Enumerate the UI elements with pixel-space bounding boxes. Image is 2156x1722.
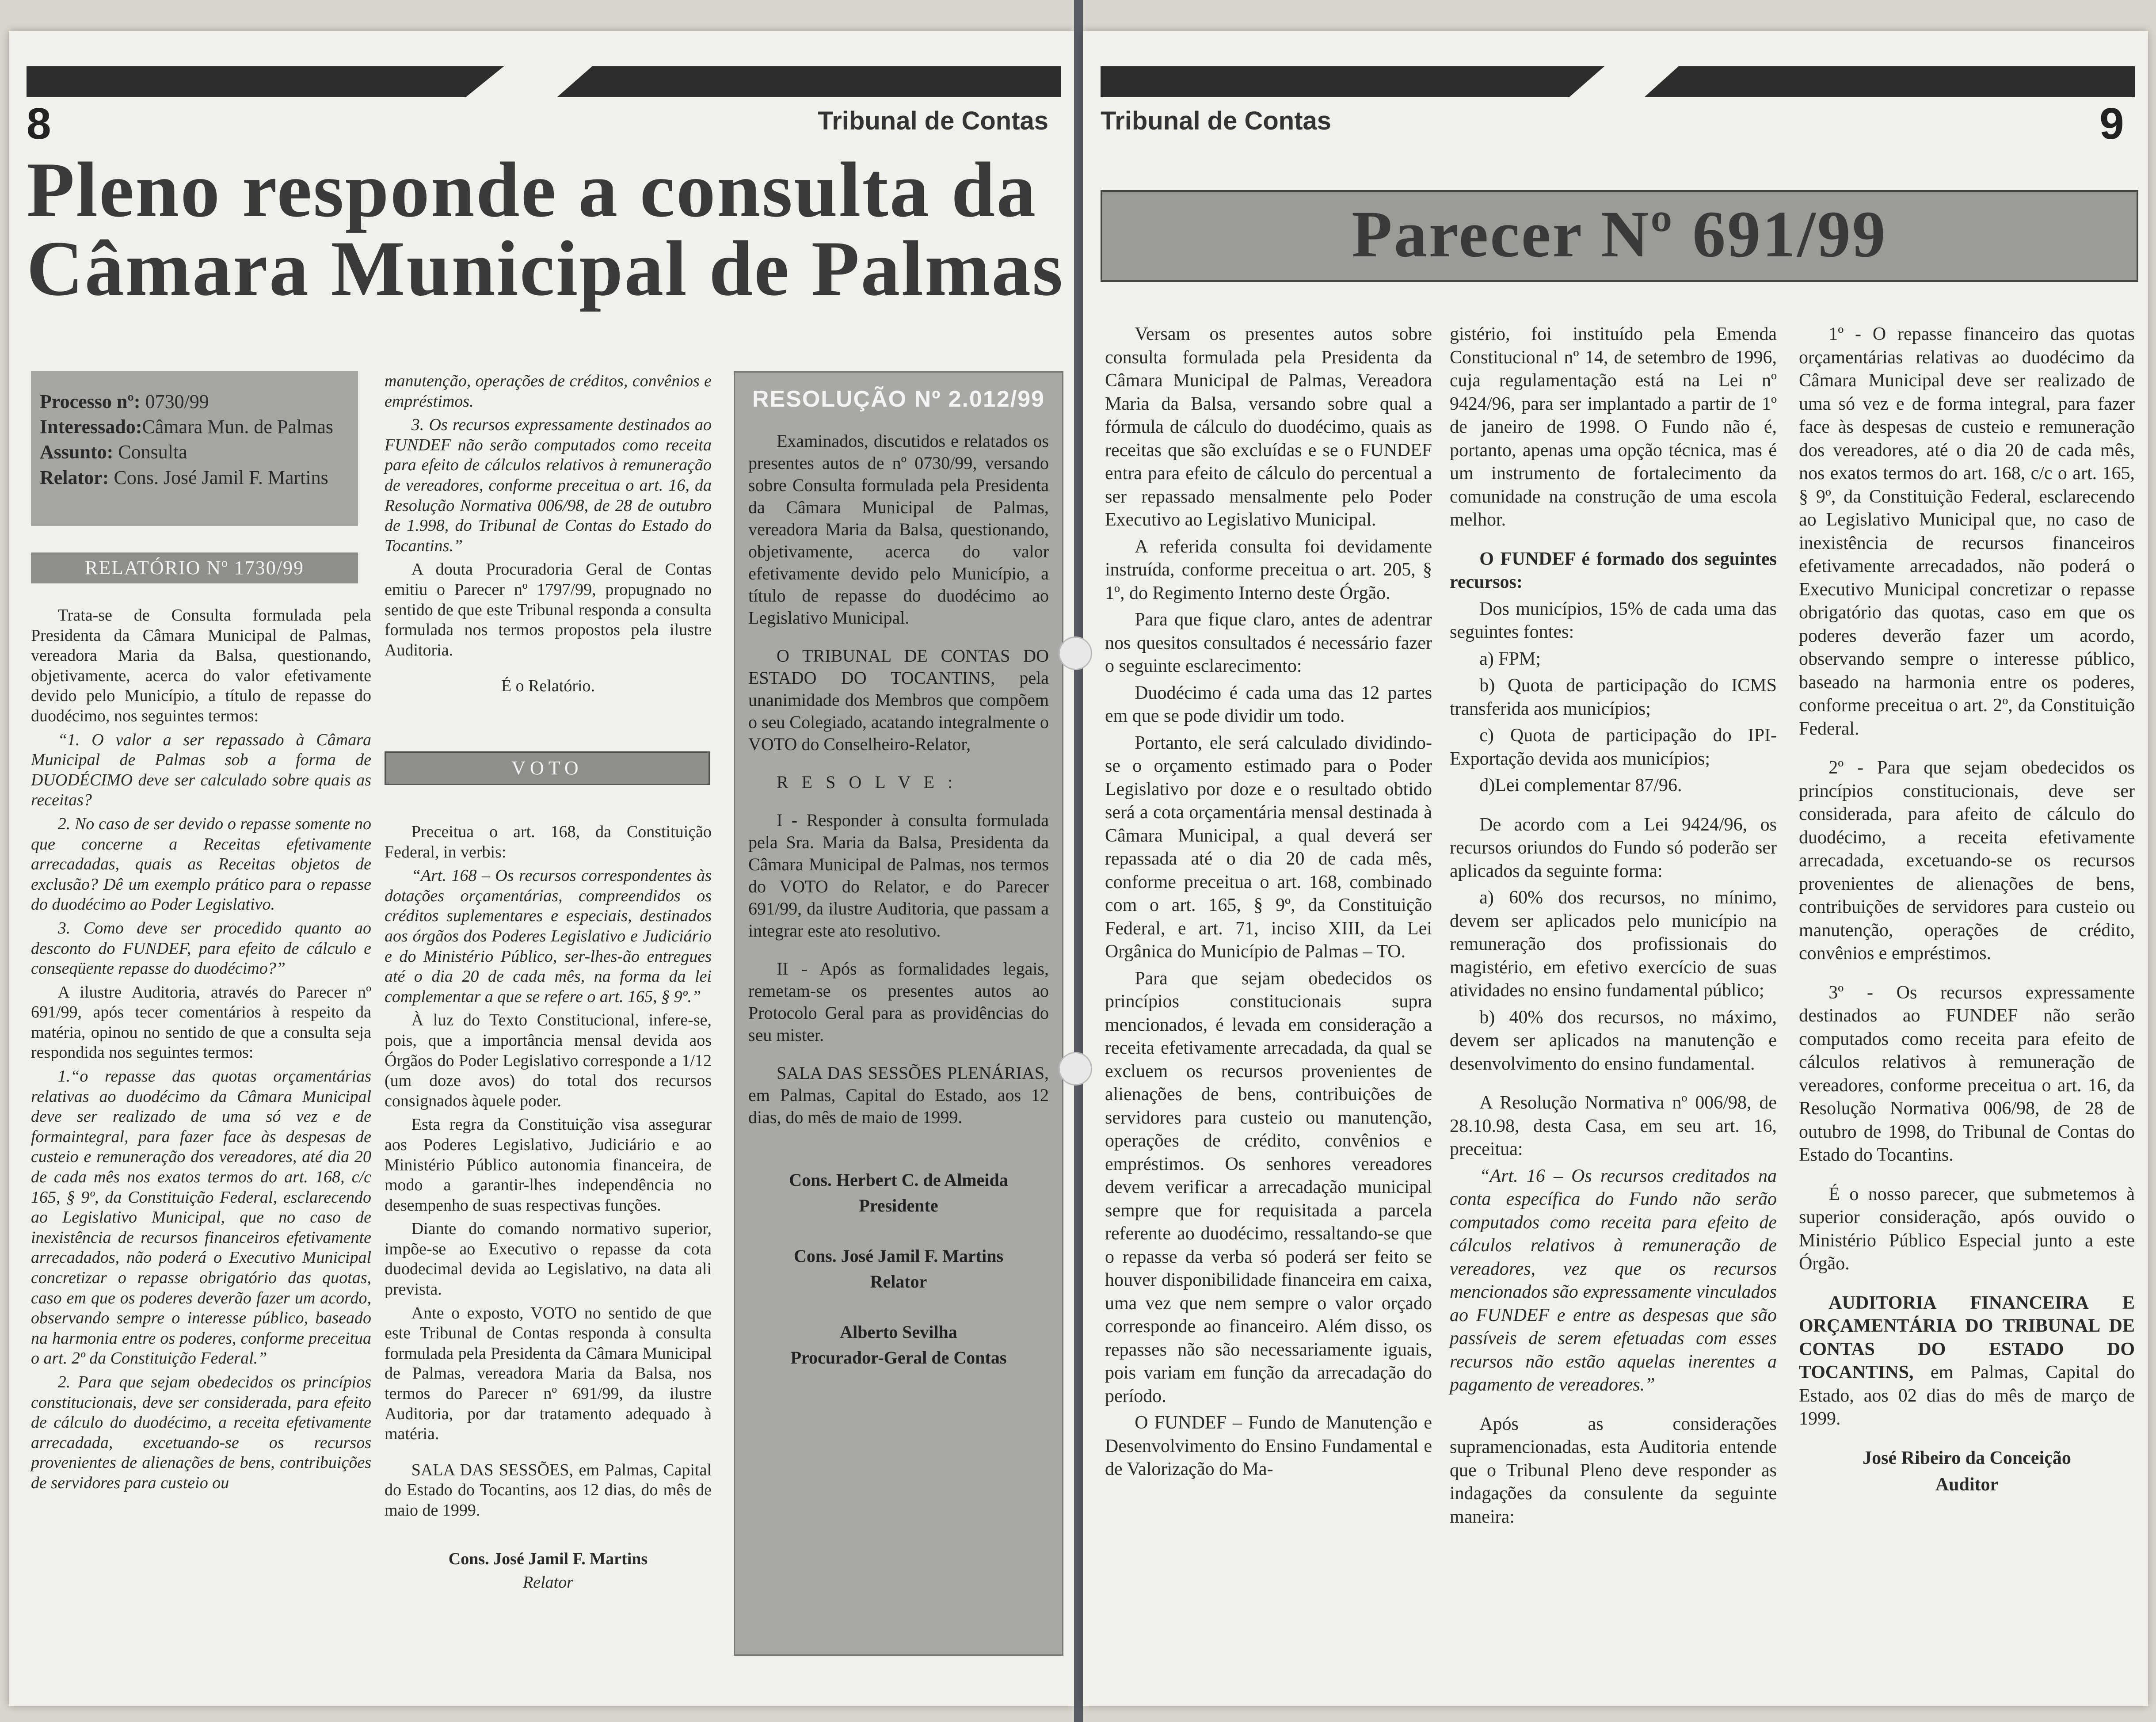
parecer-item-3: 3º - Os recursos expressamente destinados ao FUNDEF não serão computados como receita para efeito de cálculos relativos à remuneração de vereadores, conforme preceitua o art. 16, da Resolução Normativa 006/98, de 28 de outubro de 1998, do Tribunal de Contas do Estado do Tocantins. (1799, 982, 2135, 1165)
assunto-value: Consulta (118, 441, 187, 463)
parecer-art16: “Art. 16 – Os recursos creditados na conta específica do Fundo não serão computados como receita para efeito de cálculos relativos à remuneração de vereadores, vez que os recursos mencionados são expressamente vinculados ao FUNDEF e entre as despesas que são passíveis de serem efetuadas com esses recursos não estão aquelas inerentes a pagamento de vereadores.” (1450, 1166, 1777, 1395)
parecer-consideracoes: Após as considerações supramencionadas, esta Auditoria entende que o Tribunal Pleno deve responder as indagações da consulente da seguinte maneira: (1450, 1413, 1777, 1527)
page-number: 8 (27, 99, 51, 149)
parecer-resolucao: A Resolução Normativa nº 006/98, de 28.10.98, desta Casa, em seu art. 16, preceitua: (1450, 1093, 1777, 1159)
right-column-1 (1105, 323, 1432, 1485)
voto-p4: Diante do comando normativo superior, impõe-se ao Executivo o repasse da cota duodecimal devida ao Legislativo, na data ali prevista. (385, 1219, 712, 1299)
resolucao-sig3-role: Procurador-Geral de Contas (790, 1348, 1007, 1368)
relatorio-procuradoria: A douta Procuradoria Geral de Contas emitiu o Parecer nº 1797/99, propugnado no sentido de que este Tribunal responda a consulta formulada nos termos propostos pela ilustre Auditoria. (385, 560, 712, 659)
resolucao-p2: O TRIBUNAL DE CONTAS DO ESTADO DO TOCANTINS, pela unanimidade dos Membros que compõem o seu Colegiado, acatando integralmente o VOTO do Conselheiro-Relator, (748, 646, 1049, 754)
parecer-closing (1799, 1292, 2135, 1431)
parecer-p5: Portanto, ele será calculado dividindo-se o orçamento estimado para o Poder Legislativo por doze e o resultado obtido será a cota orçamentária mensal destinada à Câmara Municipal, a qual deverá ser repassada até o dia 20 de cada mês, conforme preceitua o art. 168, combinado com o art. 165, § 9º, da Constituição Federal, e art. 71, inciso XIII, da Lei Orgânica do Município de Palmas – TO. (1105, 732, 1432, 962)
resolucao-item-2: II - Após as formalidades legais, remetam-se os presentes autos ao Protocolo Geral para as providências do seu mister. (748, 959, 1049, 1045)
right-page (1083, 31, 2148, 1706)
resolucao-sig2-name: Cons. José Jamil F. Martins (793, 1246, 1004, 1266)
parecer-fonte-a: a) FPM; (1479, 648, 1541, 669)
top-bar-left-a (27, 66, 504, 97)
voto-signature-role: Relator (523, 1573, 573, 1592)
top-bar-right-a (1101, 66, 1604, 97)
relatorio-r1: 1.“o repasse das quotas orçamentárias relativas ao duodécimo da Câmara Municipal deve ser realizado de uma só vez e de formaintegral, para fazer face às despesas de custeio e remuneração dos vereadores, até dia 20 de cada mês nos exatos termos do art. 168, c/c 165, § 9º, da Constituição Federal, esclarecendo ao Legislativo Municipal, que no caso de inexistência de recursos financeiros efetivamente arrecadados, não poderá o Executivo Municipal concretizar o repasse obrigatório das quotas, caso em que os poderes deverão fazer um acordo, observando sempre o interesse público, baseado na harmonia entre os poderes, conforme preceitua o art. 2º da Constituição Federal.” (31, 1067, 371, 1368)
parecer-60: a) 60% dos recursos, no mínimo, devem ser aplicados pelo município na remuneração dos profissionais do magistério, em efetivo exercício de suas atividades no ensino fundamental público; (1450, 888, 1777, 1001)
headline-line-2: Câmara Municipal de Palmas (27, 225, 1064, 312)
processo-value: 0730/99 (145, 391, 209, 412)
masthead: Tribunal de Contas (1101, 107, 1332, 135)
parecer-signature-role: Auditor (1935, 1474, 1999, 1495)
parecer-p3: Para que fique claro, antes de adentrar nos quesitos consultados é necessário fazer o seguinte esclarecimento: (1105, 610, 1432, 676)
relatorio-q3: 3. Como deve ser procedido quanto ao desconto do FUNDEF, para efeito de cálculo e conseqüente repasse do duodécimo?” (31, 918, 371, 978)
parecer-item-2: 2º - Para que sejam obedecidos os princípios constitucionais, deve ser considerada, para afeito de cálculo do duodécimo, a receita efetivamente arrecadada, excetuando-se os recursos provenientes de alienações de bens, contribuições de servidores para custeio ou manutenção, operações de crédito, convênios e empréstimos. (1799, 758, 2135, 964)
right-column-3 (1799, 323, 2135, 1500)
relatorio-p1: Trata-se de Consulta formulada pela Presidenta da Câmara Municipal de Palmas, vereadora Maria da Balsa, questionando, objetivamente, acerca do valor efetivamente devido pelo Município, a título de repasse do duodécimo, nos seguintes termos: (31, 606, 371, 725)
voto-p3: Esta regra da Constituição visa assegurar aos Poderes Legislativo, Judiciário e ao Ministério Público autonomia financeira, de modo a garantir-lhes independência no desempenho de suas respectivas funções. (385, 1115, 712, 1215)
relatorio-r2-cont: manutenção, operações de créditos, convênios e empréstimos. (385, 372, 712, 411)
resolucao-sig1-role: Presidente (859, 1196, 938, 1215)
resolucao-box (734, 371, 1063, 1656)
parecer-fundef-heading: O FUNDEF é formado dos seguintes recursos: (1450, 549, 1777, 592)
left-column-2 (385, 371, 712, 700)
parecer-p7: O FUNDEF – Fundo de Manutenção e Desenvolvimento do Ensino Fundamental e de Valorização do Ma- (1105, 1413, 1432, 1479)
binding-hole-bottom (1059, 1052, 1092, 1086)
relatorio-title: RELATÓRIO Nº 1730/99 (31, 552, 358, 583)
binding-hole-top (1059, 636, 1092, 670)
voto-column (385, 822, 712, 1596)
resolucao-sig2-role: Relator (870, 1272, 927, 1292)
parecer-title-bar (1101, 190, 2138, 282)
parecer-p2: A referida consulta foi devidamente instruída, conforme preceitua o art. 205, § 1º, do Regimento Interno deste Órgão. (1105, 536, 1432, 603)
top-bar-right-b (1644, 66, 2135, 97)
parecer-lei: De acordo com a Lei 9424/96, os recursos oriundos do Fundo só poderão ser aplicados da seguinte forma: (1450, 814, 1777, 881)
relatorio-r3: 3. Os recursos expressamente destinados ao FUNDEF não serão computados como receita para efeito de cálculos relativos à remuneração de vereadores, conforme preceitua o art. 16, da Resolução Normativa 006/98, de 28 de outubro de 1.998, do Tribunal de Contas do Estado do Tocantins.” (385, 415, 712, 555)
parecer-closing-rest: em Palmas, Capital do Estado, aos 02 dias do mês de março de 1999. (1799, 1362, 2135, 1429)
resolucao-text (735, 430, 1062, 1369)
relatorio-q2: 2. No caso de ser devido o repasse somente no que concerne a Receitas efetivamente arrecadadas, quais as Receitas objetos de exclusão? Dê um exemplo prático para o repasse do duodécimo ao Poder Legislativo. (31, 814, 371, 914)
voto-p1: Preceitua o art. 168, da Constituição Federal, in verbis: (385, 823, 712, 861)
resolucao-sig3-name: Alberto Sevilha (840, 1322, 957, 1342)
processo-label: Processo nº: (40, 391, 141, 412)
parecer-p6: Para que sejam obedecidos os princípios constitucionais supra mencionados, é levada em consideração a receita efetivamente arrecadada, da qual se excluem os recursos provenientes de alienações de bens, contribuições de servidores para custeio ou manutenção, operações de crédito, convênios e empréstimos. Os senhores vereadores devem verificar a arrecadação municipal sempre que for requisitada a parcela referente ao duodécimo, ressaltando-se que o repasse da verba só poderá ser feito se houver disponibilidade financeira em caixa, uma vez que nem sempre o valor orçado corresponde ao financeiro. Além disso, os repasses não são necessariamente iguais, pois variam em função da arrecadação do período. (1105, 968, 1432, 1406)
resolucao-item-1: I - Responder à consulta formulada pela Sra. Maria da Balsa, Presidenta da Câmara Municipal de Palmas, nos termos do VOTO do Relator, e do Parecer 691/99, da ilustre Auditoria, que passam a integrar este ato resolutivo. (748, 810, 1049, 941)
relatorio-end: É o Relatório. (501, 677, 595, 696)
headline-line-1: Pleno responde a consulta da (27, 146, 1037, 233)
parecer-fonte-d: d)Lei complementar 87/96. (1479, 775, 1682, 796)
right-column-2 (1450, 323, 1777, 1532)
parecer-p1: Versam os presentes autos sobre consulta formulada pela Presidenta da Câmara Municipal de Palmas, Vereadora Maria da Balsa, versando sobre qual a fórmula de cálculo do duodécimo, quais as receitas que são excluídas e se o FUNDEF entra para efeito de cálculo do percentual a ser repassado mensalmente pelo Poder Executivo ao Legislativo Municipal. (1105, 324, 1432, 530)
parecer-signature-name: José Ribeiro da Conceição (1863, 1448, 2071, 1468)
parecer-closing-bold: AUDITORIA FINANCEIRA E ORÇAMENTÁRIA DO TRIBUNAL DE CONTAS DO ESTADO DO TOCANTINS, (1799, 1292, 2135, 1383)
masthead: Tribunal de Contas (818, 107, 1049, 135)
parecer-fontes: Dos municípios, 15% de cada uma das seguintes fontes: (1450, 598, 1777, 642)
voto-title: VOTO (385, 751, 710, 785)
left-column-1 (31, 606, 371, 1497)
parecer-fonte-c: c) Quota de participação do IPI-Exportação devida aos municípios; (1450, 725, 1777, 769)
binding-gutter (1074, 0, 1083, 1722)
parecer-fonte-b: b) Quota de participação do ICMS transferida aos municípios; (1450, 675, 1777, 719)
top-bar-left-b (557, 66, 1061, 97)
voto-sala: SALA DAS SESSÕES, em Palmas, Capital do Estado do Tocantins, aos 12 dias, do mês de maio de 1999. (385, 1460, 712, 1520)
relatorio-q1: “1. O valor a ser repassado à Câmara Municipal de Palmas sob a forma de DUODÉCIMO deve ser calculado sobre quais as receitas? (31, 730, 371, 810)
voto-p2: À luz do Texto Constitucional, infere-se, pois, que a importância mensal devida aos Órgãos do Poder Legislativo corresponde a 1/12 (um doze avos) do total dos recursos consignados àquele poder. (385, 1011, 712, 1110)
voto-signature-name: Cons. José Jamil F. Martins (448, 1549, 648, 1568)
left-page (9, 31, 1074, 1706)
resolucao-title: RESOLUÇÃO Nº 2.012/99 (752, 386, 1045, 412)
resolucao-sig1-name: Cons. Herbert C. de Almeida (789, 1170, 1008, 1190)
relator-value: Cons. José Jamil F. Martins (114, 466, 328, 488)
relatorio-r2: 2. Para que sejam obedecidos os princípios constitucionais, deve ser considerada, para efeito de cálculo do duodécimo, a receita efetivamente arrecadada, excetuando-se os recursos provenientes de alienações de bens, contribuições de servidores para custeio ou (31, 1372, 371, 1492)
relator-label: Relator: (40, 466, 109, 488)
parecer-p4: Duodécimo é cada uma das 12 partes em que se pode dividir um todo. (1105, 682, 1432, 726)
assunto-label: Assunto: (40, 441, 114, 463)
parecer-title: Parecer Nº 691/99 (1352, 198, 1887, 271)
interessado-value: Câmara Mun. de Palmas (142, 416, 333, 438)
page-number: 9 (2099, 99, 2124, 149)
resolucao-resolve: R E S O L V E : (777, 772, 957, 792)
parecer-40: b) 40% dos recursos, no máximo, devem ser aplicados na manutenção e desenvolvimento do ensino fundamental. (1450, 1007, 1777, 1074)
parecer-item-1: 1º - O repasse financeiro das quotas orçamentárias relativas ao duodécimo da Câmara Municipal deve ser realizado de uma só vez e de forma integral, para fazer face às despesas de custeio e remuneração dos vereadores, até o dia 20 de cada mês, nos exatos termos do art. 168, c/c o art. 165, § 9º, da Constituição Federal, esclarecendo ao Legislativo Municipal que, no caso de inexistência de recursos financeiros efetivamente arrecadados, não poderá o Executivo Municipal concretizar o repasse obrigatório das quotas, caso em que os poderes deverão fazer um acordo, observando sempre o interesse público, baseado na harmonia entre os poderes, conforme preceitua o art. 2º, da Constituição Federal. (1799, 324, 2135, 739)
resolucao-p1: Examinados, discutidos e relatados os presentes autos de nº 0730/99, versando sobre Consulta formulada pela Presidenta da Câmara Municipal de Palmas, vereadora Maria da Balsa, questionando, objetivamente, acerca do valor efetivamente devido pelo Município, a título de repasse do duodécimo ao Legislativo Municipal. (748, 431, 1049, 628)
interessado-label: Interessado: (40, 416, 142, 438)
parecer-conclusao: É o nosso parecer, que submetemos à superior consideração, após ouvido o Ministério Público Especial junto a este Órgão. (1799, 1184, 2135, 1274)
voto-p5: Ante o exposto, VOTO no sentido de que este Tribunal de Contas responda à consulta formulada pela Presidenta da Câmara Municipal de Palmas, vereadora Maria da Balsa, nos termos do Parecer nº 691/99, da ilustre Auditoria, por dar tratamento adequado à matéria. (385, 1303, 712, 1444)
relatorio-p2: A ilustre Auditoria, através do Parecer nº 691/99, após tecer comentários à respeito da matéria, opinou no sentido de que a consulta seja respondida nos seguintes termos: (31, 983, 371, 1062)
parecer-fundef-cont: gistério, foi instituído pela Emenda Constitucional nº 14, de setembro de 1996, cuja regulamentação está na Lei nº 9424/96, para ser implantado a partir de 1º de janeiro de 1998. O Fundo não é, portanto, apenas uma opção técnica, mas é um instrumento de fortalecimento da comunidade na construção de uma escola melhor. (1450, 324, 1777, 530)
voto-quote: “Art. 168 – Os recursos correspondentes às dotações orçamentárias, compreendidos os créditos suplementares e especiais, destinados aos órgãos dos Poderes Legislativo e Judiciário e do Ministério Público, ser-lhes-ão entregues até o dia 20 de cada mês, na forma da lei complementar a que se refere o art. 165, § 9º.” (385, 866, 712, 1006)
resolucao-sala: SALA DAS SESSÕES PLENÁRIAS, em Palmas, Capital do Estado, aos 12 dias, do mês de maio de 1999. (748, 1063, 1049, 1127)
headline (27, 146, 1070, 312)
process-info-box (31, 371, 358, 526)
